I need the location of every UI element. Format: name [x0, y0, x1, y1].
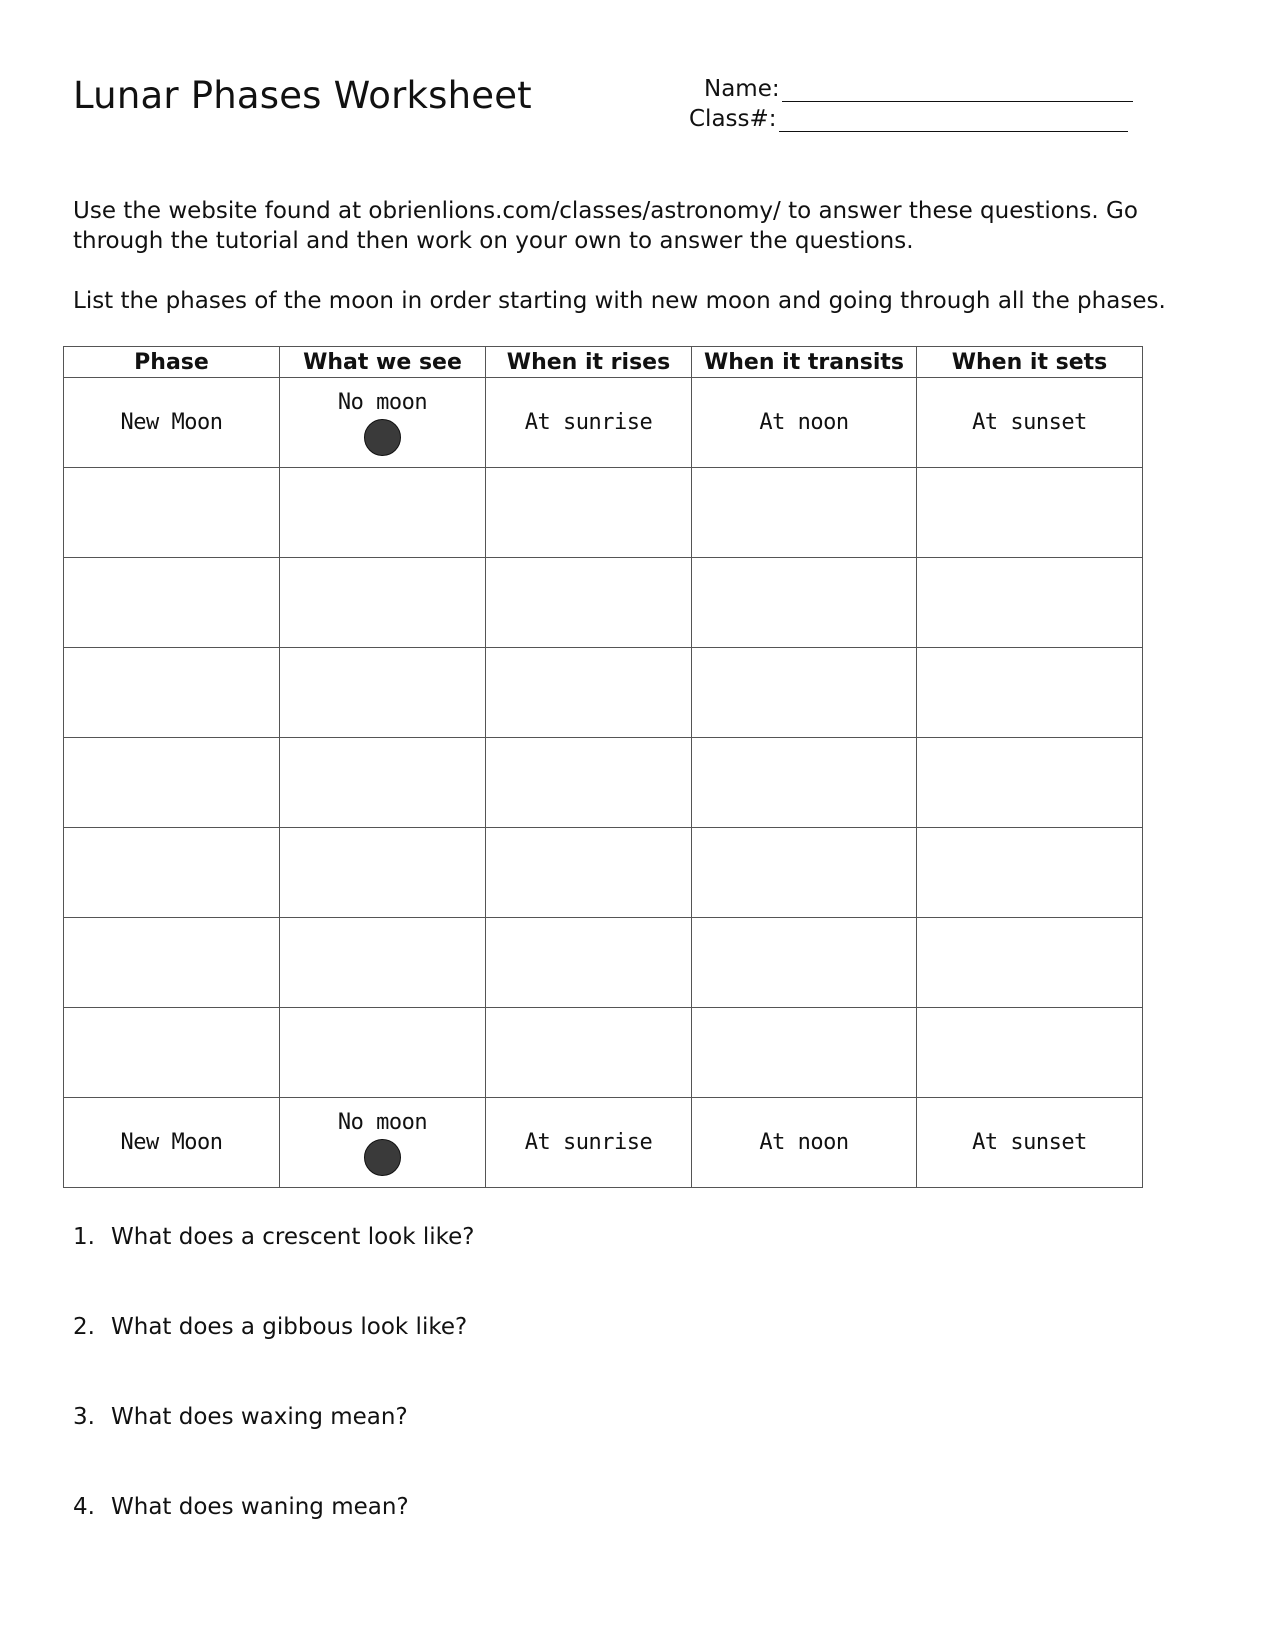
blank-cell[interactable] [917, 468, 1143, 558]
name-blank-line[interactable] [782, 79, 1133, 102]
blank-cell[interactable] [692, 558, 917, 648]
blank-cell[interactable] [917, 918, 1143, 1008]
question-item [73, 1314, 475, 1404]
class-label: Class#: [689, 106, 777, 132]
table-row-blank [64, 468, 1143, 558]
blank-cell[interactable] [692, 468, 917, 558]
question-number: 2. [73, 1314, 95, 1340]
see-cell [280, 378, 486, 468]
question-text: What does waxing mean? [111, 1404, 408, 1430]
new-moon-icon [364, 419, 401, 456]
blank-cell[interactable] [64, 1008, 280, 1098]
blank-cell[interactable] [917, 738, 1143, 828]
blank-cell[interactable] [917, 1008, 1143, 1098]
question-item [73, 1404, 475, 1494]
question-number: 1. [73, 1224, 95, 1250]
header-when-it-rises: When it rises [486, 347, 692, 378]
instruction-paragraph: List the phases of the moon in order starting with new moon and going through all the phases. [73, 288, 1166, 314]
blank-cell[interactable] [486, 468, 692, 558]
question-number: 4. [73, 1494, 95, 1520]
blank-cell[interactable] [280, 648, 486, 738]
header-when-it-transits: When it transits [692, 347, 917, 378]
blank-cell[interactable] [692, 918, 917, 1008]
blank-cell[interactable] [280, 738, 486, 828]
sets-cell: At sunset [917, 1098, 1143, 1188]
intro-paragraph: Use the website found at obrienlions.com/classes/astronomy/ to answer these questions. Go through the tutorial and then work on your own to answer the questions. [73, 198, 1138, 254]
table-row-blank [64, 738, 1143, 828]
transits-cell: At noon [692, 1098, 917, 1188]
header-what-we-see: What we see [280, 347, 486, 378]
blank-cell[interactable] [280, 558, 486, 648]
table-row-blank [64, 918, 1143, 1008]
blank-cell[interactable] [280, 1008, 486, 1098]
see-cell [280, 1098, 486, 1188]
blank-cell[interactable] [917, 558, 1143, 648]
question-text: What does waning mean? [111, 1494, 409, 1520]
blank-cell[interactable] [692, 828, 917, 918]
blank-cell[interactable] [64, 918, 280, 1008]
blank-cell[interactable] [917, 828, 1143, 918]
phase-cell: New Moon [64, 378, 280, 468]
blank-cell[interactable] [64, 738, 280, 828]
blank-cell[interactable] [280, 828, 486, 918]
table-header-row [64, 347, 1143, 378]
class-blank-line[interactable] [779, 109, 1128, 132]
question-number: 3. [73, 1404, 95, 1430]
blank-cell[interactable] [486, 648, 692, 738]
rises-cell: At sunrise [486, 378, 692, 468]
table-row-blank [64, 648, 1143, 738]
table-row-first [64, 378, 1143, 468]
blank-cell[interactable] [692, 1008, 917, 1098]
question-item [73, 1224, 475, 1314]
blank-cell[interactable] [64, 828, 280, 918]
phase-cell: New Moon [64, 1098, 280, 1188]
class-field[interactable] [689, 106, 1128, 132]
table-row-blank [64, 1008, 1143, 1098]
see-text: No moon [337, 389, 428, 415]
blank-cell[interactable] [486, 738, 692, 828]
page-title: Lunar Phases Worksheet [73, 74, 532, 117]
blank-cell[interactable] [280, 918, 486, 1008]
rises-cell: At sunrise [486, 1098, 692, 1188]
name-field[interactable] [704, 76, 1133, 102]
blank-cell[interactable] [280, 468, 486, 558]
see-text: No moon [337, 1109, 428, 1135]
name-label: Name: [704, 76, 780, 102]
blank-cell[interactable] [486, 828, 692, 918]
transits-cell: At noon [692, 378, 917, 468]
lunar-phases-table [63, 346, 1143, 1188]
table-row-last [64, 1098, 1143, 1188]
question-text: What does a crescent look like? [111, 1224, 475, 1250]
table-row-blank [64, 558, 1143, 648]
question-text: What does a gibbous look like? [111, 1314, 468, 1340]
blank-cell[interactable] [486, 1008, 692, 1098]
blank-cell[interactable] [64, 558, 280, 648]
blank-cell[interactable] [692, 648, 917, 738]
question-list [73, 1224, 475, 1584]
blank-cell[interactable] [64, 468, 280, 558]
question-item [73, 1494, 475, 1584]
blank-cell[interactable] [917, 648, 1143, 738]
blank-cell[interactable] [486, 558, 692, 648]
blank-cell[interactable] [64, 648, 280, 738]
table-row-blank [64, 828, 1143, 918]
new-moon-icon [364, 1139, 401, 1176]
blank-cell[interactable] [692, 738, 917, 828]
blank-cell[interactable] [486, 918, 692, 1008]
sets-cell: At sunset [917, 378, 1143, 468]
header-phase: Phase [64, 347, 280, 378]
header-when-it-sets: When it sets [917, 347, 1143, 378]
